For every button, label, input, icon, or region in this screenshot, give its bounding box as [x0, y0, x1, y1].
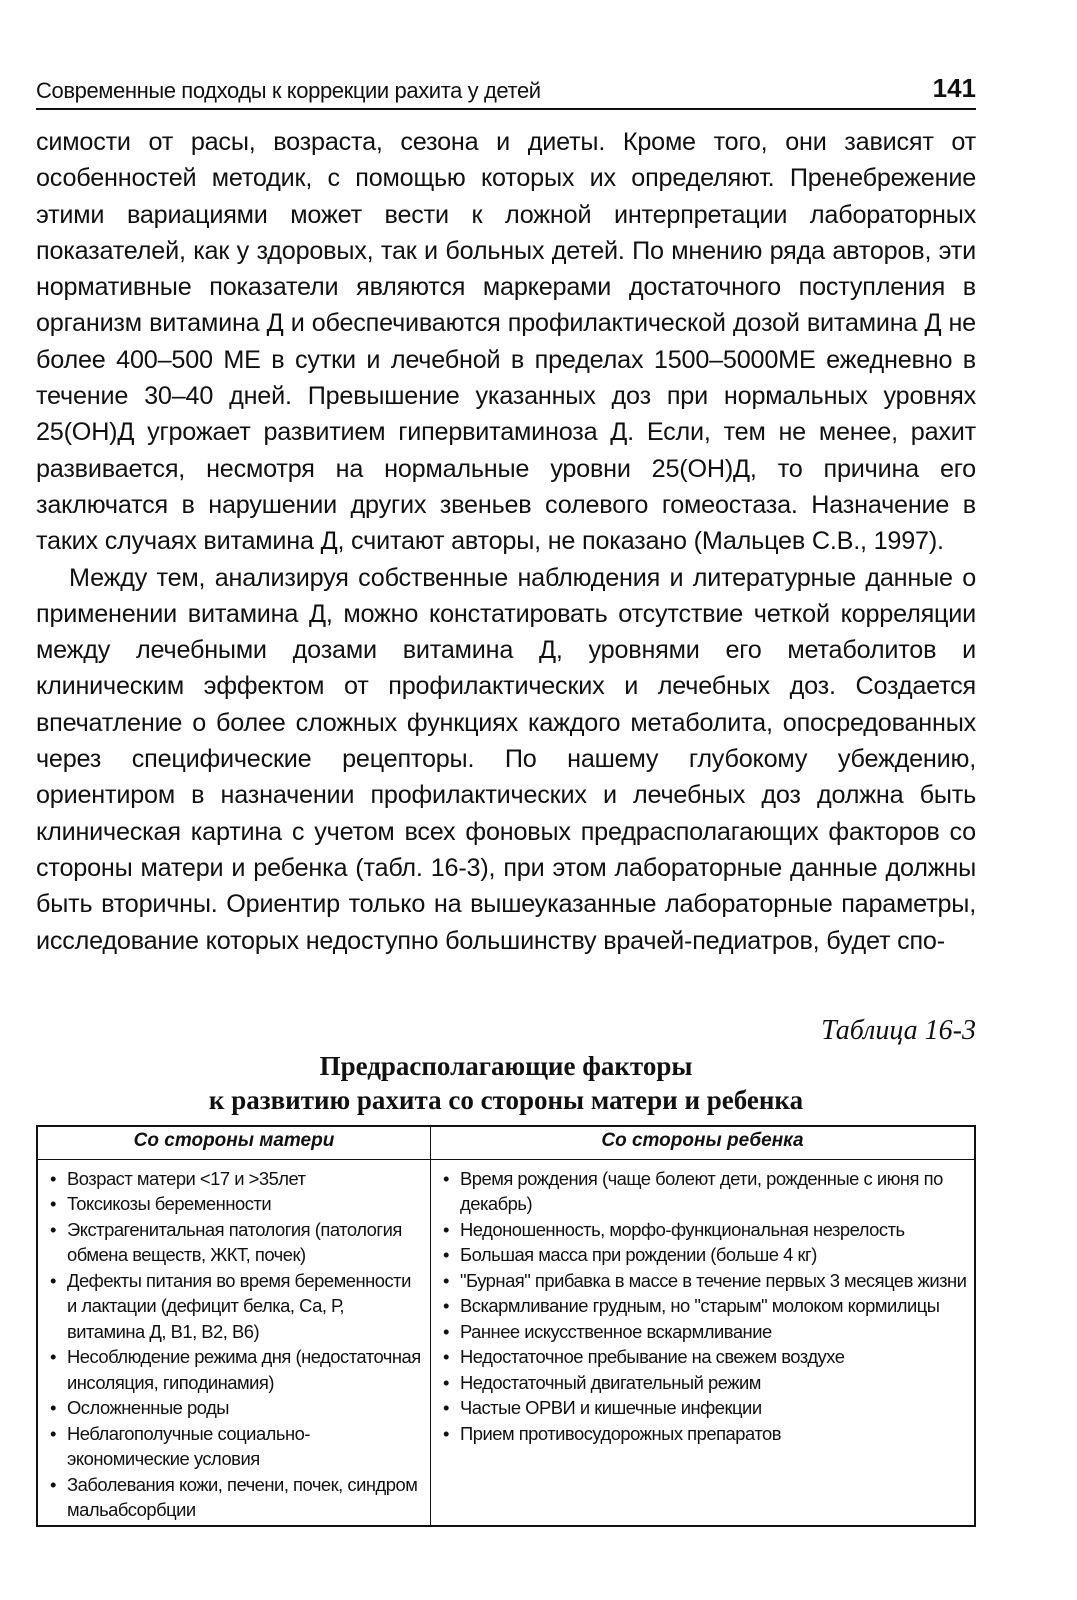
- list-item: • Несоблюдение режима дня (недостаточная инсоляция, гиподинамия): [50, 1344, 424, 1395]
- table-number: Таблица 16-3: [821, 1014, 976, 1046]
- body-text: [36, 124, 976, 959]
- col-header-child: Со стороны ребенка: [431, 1126, 976, 1160]
- list-item: • Недостаточное пребывание на свежем воздухе: [443, 1344, 968, 1370]
- list-item: • Токсикозы беременности: [50, 1191, 424, 1217]
- list-item: • Экстрагенитальная патология (патология обмена веществ, ЖКТ, почек): [50, 1217, 424, 1268]
- list-item: • Раннее искусственное вскармливание: [443, 1319, 968, 1345]
- table-title-line-1: Предрасполагающие факторы: [319, 1050, 693, 1081]
- list-item: • Неблагополучные социально-экономические условия: [50, 1421, 424, 1472]
- running-title: Современные подходы к коррекции рахита у детей: [36, 78, 541, 103]
- list-item: • Возраст матери <17 и >35лет: [50, 1166, 424, 1192]
- list-item: • Время рождения (чаще болеют дети, рожденные с июня по декабрь): [443, 1166, 968, 1217]
- list-item: • Осложненные роды: [50, 1395, 424, 1421]
- table-header-row: [37, 1126, 975, 1160]
- list-item: • "Бурная" прибавка в массе в течение первых 3 месяцев жизни: [443, 1268, 968, 1294]
- paragraph-1: симости от расы, возраста, сезона и диеты. Кроме того, они зависят от особенностей методик, с помощью которых их определяют. Пренебрежение этими вариациями может вести к ложной интерпретации лабораторных показателей, как у здоровых, так и больных детей. По мнению ряда авторов, эти нормативные показатели являются маркерами достаточного поступления в организм витамина Д и обеспечиваются профилактической дозой витамина Д не более 400–500 МЕ в сутки и лечебной в пределах 1500–5000МЕ ежедневно в течение 30–40 дней. Превышение указанных доз при нормальных уровнях 25(ОН)Д угрожает развитием гипервитаминоза Д. Если, тем не менее, рахит развивается, несмотря на нормальные уровни 25(ОН)Д, то причина его заключатся в нарушении других звеньев солевого гомеостаза. Назначение в таких случаях витамина Д, считают авторы, не показано (Мальцев С.В., 1997).: [36, 128, 976, 556]
- list-item: • Большая масса при рождении (больше 4 кг): [443, 1242, 968, 1268]
- list-item: • Недостаточный двигательный режим: [443, 1370, 968, 1396]
- col-header-mother: Со стороны матери: [37, 1126, 431, 1160]
- paragraph-2: Между тем, анализируя собственные наблюдения и литературные данные о применении витамина Д, можно констатировать отсутствие четкой корреляции между лечебными дозами витамина Д, уровнями его метаболитов и клиническим эффектом от профилактических и лечебных доз. Создается впечатление о более сложных функциях каждого метаболита, опосредованных через специфические рецепторы. По нашему глубокому убеждению, ориентиром в назначении профилактических и лечебных доз должна быть клиническая картина с учетом всех фоновых предрасполагающих факторов со стороны матери и ребенка (табл. 16-3), при этом лабораторные данные должны быть вторичны. Ориентир только на вышеуказанные лабораторные параметры, исследование которых недоступно большинству врачей-педиатров, будет спо-: [36, 563, 976, 955]
- factors-table: [36, 1125, 976, 1527]
- mother-factors-cell: [37, 1159, 431, 1526]
- table-row: [37, 1159, 975, 1526]
- list-item: • Вскармливание грудным, но "старым" молоком кормилицы: [443, 1293, 968, 1319]
- list-item: • Дефекты питания во время беременности и лактации (дефицит белка, Са, Р, витамина Д, В1, В2, В6): [50, 1268, 424, 1345]
- mother-factors-list: [50, 1166, 424, 1523]
- list-item: • Прием противосудорожных препаратов: [443, 1421, 968, 1447]
- page-header: [36, 70, 976, 110]
- table-title: [36, 1049, 976, 1117]
- list-item: • Заболевания кожи, печени, почек, синдром мальабсорбции: [50, 1472, 424, 1523]
- list-item: • Недоношенность, морфо-функциональная незрелость: [443, 1217, 968, 1243]
- page-number: 141: [932, 73, 976, 103]
- child-factors-list: [443, 1166, 968, 1447]
- list-item: • Частые ОРВИ и кишечные инфекции: [443, 1395, 968, 1421]
- child-factors-cell: [431, 1159, 976, 1526]
- table-title-line-2: к развитию рахита со стороны матери и ребенка: [208, 1084, 804, 1115]
- book-page: [36, 70, 976, 1527]
